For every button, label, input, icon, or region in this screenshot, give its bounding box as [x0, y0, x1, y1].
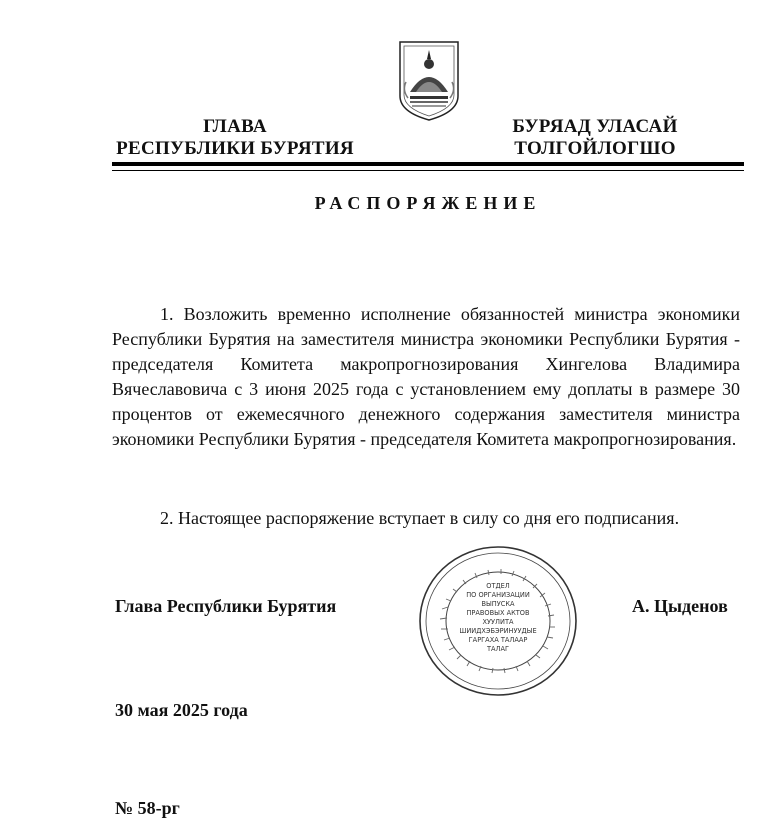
document-title: РАСПОРЯЖЕНИЕ	[314, 193, 542, 213]
paragraph-2	[112, 506, 740, 531]
signatory-position: Глава Республики Бурятия	[115, 596, 337, 616]
seal-line-8: ТАЛАГ	[486, 645, 510, 653]
header-left-line2: РЕСПУБЛИКИ БУРЯТИЯ	[116, 138, 354, 159]
seal-line-3: ВЫПУСКА	[481, 600, 515, 608]
header-right-line2: ТОЛГОЙЛОГШО	[514, 138, 676, 159]
seal-line-2: ПО ОРГАНИЗАЦИИ	[466, 591, 530, 599]
paragraph-2-text: 2. Настоящее распоряжение вступает в силу со дня его подписания.	[160, 508, 680, 528]
paragraph-1	[112, 302, 740, 452]
signatory-name: А. Цыденов	[632, 596, 728, 616]
coat-of-arms-emblem	[396, 40, 462, 122]
seal-line-4: ПРАВОВЫХ АКТОВ	[466, 609, 530, 617]
seal-line-6: ШИИДХЭБЭРИНУУДЫЕ	[459, 627, 537, 635]
header-left	[105, 116, 365, 160]
header-right	[490, 116, 700, 160]
official-seal-stamp	[418, 545, 578, 697]
seal-line-5: ХУУЛИТА	[482, 618, 514, 626]
document-date: 30 мая 2025 года	[115, 700, 248, 720]
header-divider-thin	[112, 170, 744, 171]
seal-line-1: ОТДЕЛ	[486, 582, 510, 590]
paragraph-1-text: 1. Возложить временно исполнение обязанностей министра экономики Республики Бурятия на заместителя министра экономики Республики Бурятия - председателя Комитета макропрогнозирования Хингелова Владимира Вячеславовича с 3 июня 2025 года с установлением ему доплаты в размере 30 процентов от ежемесячного денежного содержания заместителя министра экономики Республики Бурятия - председателя Комитета макропрогнозирования.	[112, 304, 740, 449]
document-number: № 58-рг	[115, 798, 180, 818]
seal-line-7: ГАРГАХА ТАЛААР	[468, 636, 528, 644]
header-left-line1: ГЛАВА	[203, 116, 267, 137]
header-right-line1: БУРЯАД УЛАСАЙ	[512, 116, 678, 137]
header-divider-thick	[112, 162, 744, 166]
